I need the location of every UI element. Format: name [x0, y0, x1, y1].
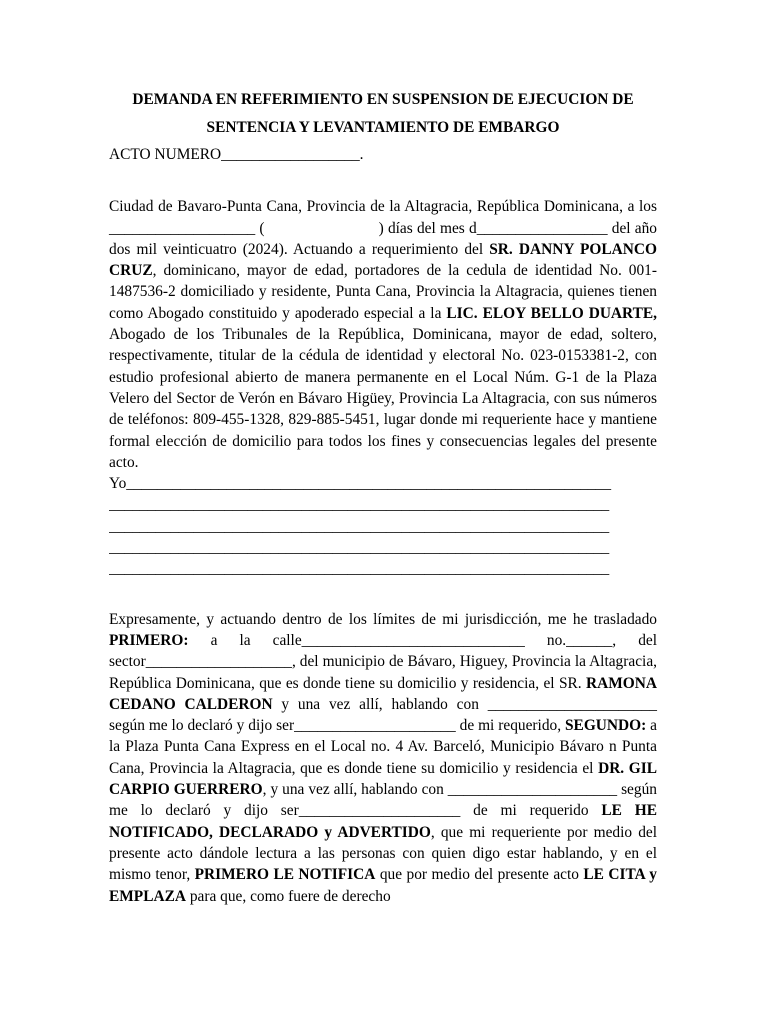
yo-blank-lines: [109, 473, 657, 579]
blank-line: _________________________________________________________________: [109, 539, 610, 557]
document-title-line-2: SENTENCIA Y LEVANTAMIENTO DE EMBARGO: [206, 119, 560, 136]
p2-text-3: y una vez allí, hablando con ______________________ según me lo declaró y dijo ser_____________________ de mi requerido,: [109, 695, 657, 735]
blank-line: _________________________________________________________________: [109, 496, 610, 514]
paragraph-requerimiento: [109, 196, 657, 473]
blank-line: _________________________________________________________________: [109, 560, 610, 578]
p1-text-1: Ciudad de Bavaro-Punta Cana, Provincia de la Altagracia, República Dominicana, a los ___________________ (: [109, 198, 657, 237]
acto-numero: ACTO NUMERO__________________.: [109, 146, 364, 163]
p2-text-8: para que, como fuere de derecho: [185, 887, 391, 905]
blank-line: _________________________________________________________________: [109, 517, 610, 535]
p2-text-6: , que mi requeriente por medio del presente acto dándole lectura a las personas con quien digo estar hablando, y en el mismo tenor,: [109, 823, 658, 884]
yo-line: Yo_______________________________________________________________: [109, 475, 612, 493]
p1-text-2: ) días del mes d_________________ del año dos mil veinticuatro (2024). Actuando a requerimiento del: [109, 219, 658, 258]
p2-text-7: que por medio del presente acto: [375, 866, 584, 884]
gil-name: DR. GIL CARPIO GUERRERO: [109, 759, 657, 799]
p1-text-3: , dominicano, mayor de edad, portadores de la cedula de identidad No. 001-1487536-2 domiciliado y residente, Punta Cana, Provincia la Altagracia, quienes tienen como Abogado constituido y apoderado especial a la: [109, 262, 657, 322]
ramona-name: RAMONA CEDANO CALDERON: [109, 674, 657, 713]
primero-notifica-label: PRIMERO LE NOTIFICA: [194, 866, 376, 884]
p1-gap: [265, 220, 379, 237]
document-title-line-1: DEMANDA EN REFERIMIENTO EN SUSPENSION DE EJECUCION DE: [132, 91, 634, 108]
cita-emplaza-label: LE CITA y EMPLAZA: [109, 866, 658, 905]
p2-text-4: a la Plaza Punta Cana Express en el Local no. 4 Av. Barceló, Municipio Bávaro n Punta Cana, Provincia la Altagracia, que es donde tiene su domicilio y residencia el: [109, 717, 658, 777]
requiriente-name: SR. DANNY POLANCO CRUZ: [109, 240, 657, 280]
abogado-name: LIC. ELOY BELLO DUARTE,: [446, 304, 657, 322]
primero-label: PRIMERO:: [109, 631, 189, 649]
p2-text-1: Expresamente, y actuando dentro de los límites de mi jurisdicción, me he trasladado: [109, 610, 657, 628]
paragraph-traslado: [109, 609, 657, 907]
document-page: [109, 86, 657, 907]
p2-text-2: a la calle_____________________________ no.______, del sector___________________, del municipio de Bávaro, Higuey, Provincia la Altagracia, República Dominicana, que es donde tiene su domicilio y residencia, el SR.: [109, 631, 657, 692]
p2-text-5: , y una vez allí, hablando con ______________________ según me lo declaró y dijo ser_____________________ de mi requerido: [109, 781, 657, 820]
notificado-declaration: LE HE NOTIFICADO, DECLARADO y ADVERTIDO: [109, 802, 657, 841]
p1-text-4: Abogado de los Tribunales de la República, Dominicana, mayor de edad, soltero, respectivamente, titular de la cédula de identidad y electoral No. 023-0153381-2, con estudio profesional abierto de manera permanente en el Local Núm. G-1 de la Plaza Velero del Sector de Verón en Bávaro Higüey, Provincia La Altagracia, con sus números de teléfonos: 809-455-1328, 829-885-5451, lugar donde mi requeriente hace y mantiene formal elección de domicilio para todos los fines y consecuencias legales del presente acto.: [109, 326, 657, 471]
segundo-label: SEGUNDO:: [565, 717, 647, 735]
